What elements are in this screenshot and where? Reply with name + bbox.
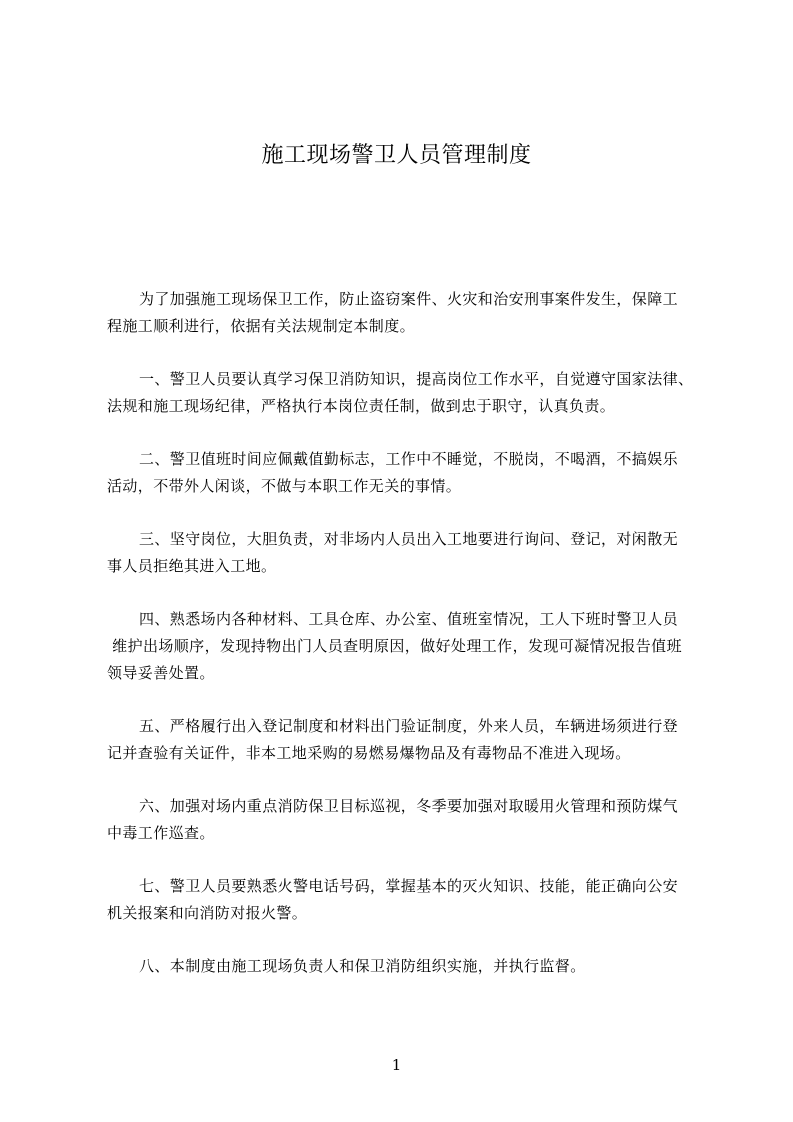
paragraph-line: 领导妥善处置。 xyxy=(107,664,215,682)
paragraph-rule-5 xyxy=(107,713,707,767)
paragraph-line: 程施工顺利进行，依据有关法规制定本制度。 xyxy=(107,317,416,335)
paragraph-line: 活动，不带外人闲谈，不做与本职工作无关的事情。 xyxy=(107,477,462,495)
paragraph-rule-7 xyxy=(107,873,707,927)
paragraph-rule-8 xyxy=(107,953,707,980)
paragraph-intro xyxy=(107,286,707,340)
paragraph-line: 为了加强施工现场保卫工作，防止盗窃案件、火灾和治安刑事案件发生，保障工 xyxy=(139,290,679,308)
document-title: 施工现场警卫人员管理制度 xyxy=(261,143,532,168)
paragraph-line: 机关报案和向消防对报火警。 xyxy=(107,904,308,922)
paragraph-line: 三、坚守岗位，大胆负责，对非场内人员出入工地要进行询问、登记，对闲散无 xyxy=(139,530,679,548)
paragraph-line: 一、警卫人员要认真学习保卫消防知识，提高岗位工作水平，自觉遵守国家法律、 xyxy=(139,370,694,388)
paragraph-rule-4 xyxy=(107,606,707,687)
paragraph-rule-6 xyxy=(107,793,707,847)
paragraph-line: 八、本制度由施工现场负责人和保卫消防组织实施，并执行监督。 xyxy=(139,957,586,975)
paragraph-line: 中毒工作巡查。 xyxy=(107,824,215,842)
paragraph-line: 六、加强对场内重点消防保卫目标巡视，冬季要加强对取暖用火管理和预防煤气 xyxy=(139,797,679,815)
paragraph-line: 维护出场顺序，发现持物出门人员查明原因，做好处理工作，发现可凝情况报告值班 xyxy=(107,637,682,655)
paragraph-line: 法规和施工现场纪律，严格执行本岗位责任制，做到忠于职守，认真负责。 xyxy=(107,397,616,415)
paragraph-line: 七、警卫人员要熟悉火警电话号码，掌握基本的灭火知识、技能，能正确向公安 xyxy=(139,877,679,895)
paragraph-line: 四、熟悉场内各种材料、工具仓库、办公室、值班室情况，工人下班时警卫人员 xyxy=(139,610,679,628)
page-number: 1 xyxy=(391,1056,402,1074)
paragraph-rule-2 xyxy=(107,446,707,500)
paragraph-line: 事人员拒绝其进入工地。 xyxy=(107,557,277,575)
paragraph-rule-1 xyxy=(107,366,707,420)
paragraph-line: 五、严格履行出入登记制度和材料出门验证制度，外来人员，车辆进场须进行登 xyxy=(139,717,679,735)
paragraph-rule-3 xyxy=(107,526,707,580)
paragraph-line: 记并查验有关证件，非本工地采购的易燃易爆物品及有毒物品不准进入现场。 xyxy=(107,744,631,762)
paragraph-line: 二、警卫值班时间应佩戴值勤标志，工作中不睡觉，不脱岗，不喝酒，不搞娱乐 xyxy=(139,450,679,468)
document-body xyxy=(107,286,707,1006)
